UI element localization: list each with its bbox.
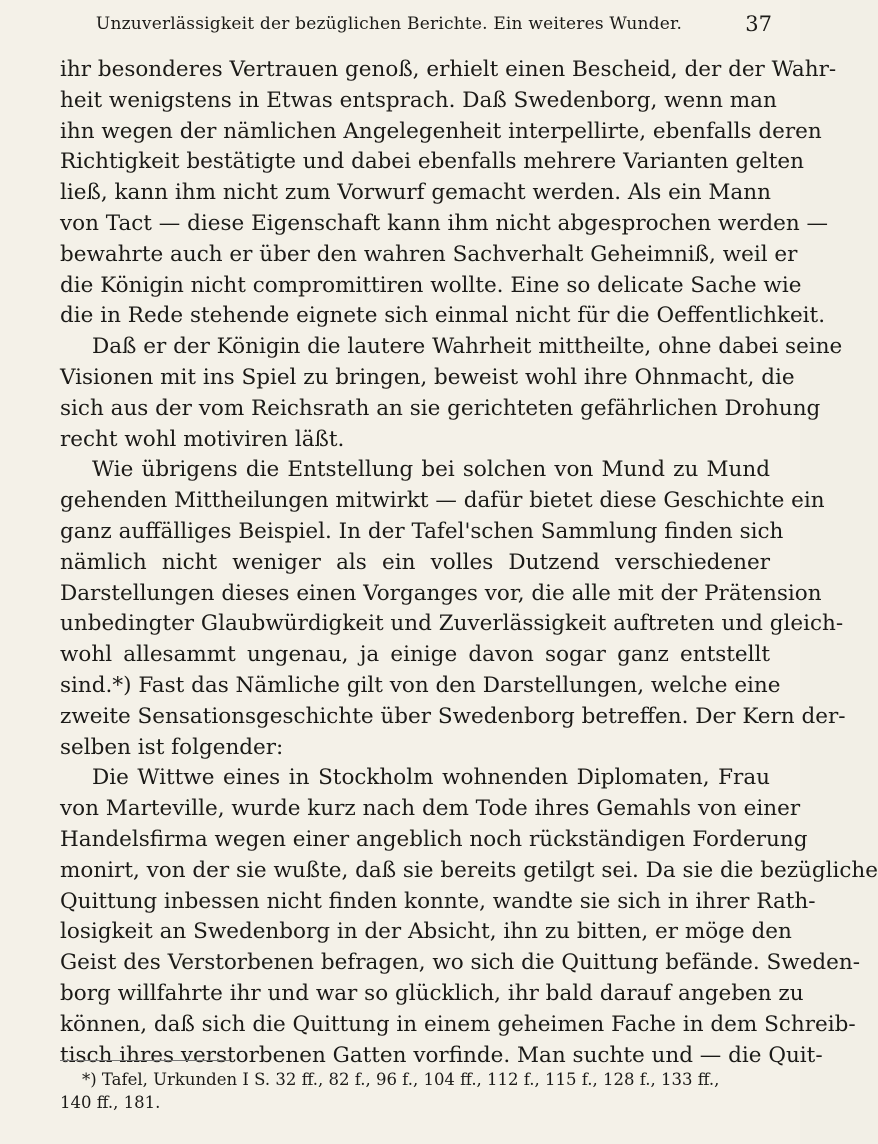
- footnote-line: 140 ff., 181.: [60, 1093, 161, 1112]
- text-line: sich aus der vom Reichsrath an sie gerichteten gefährlichen Drohung: [60, 395, 821, 421]
- paragraph-2: [60, 455, 846, 763]
- text-line: Richtigkeit bestätigte und dabei ebenfalls mehrere Varianten gelten: [60, 149, 804, 175]
- text-line: recht wohl motiviren läßt.: [60, 426, 345, 452]
- text-line: Daß er der Königin die lautere Wahrheit mittheilte, ohne dabei seine: [92, 334, 843, 360]
- text-line: zweite Sensationsgeschichte über Swedenborg betreffen. Der Kern der-: [60, 703, 846, 729]
- text-line: selben ist folgender:: [60, 734, 284, 760]
- text-line: von Marteville, wurde kurz nach dem Tode ihres Gemahls von einer: [60, 796, 801, 822]
- text-line: ganz auffälliges Beispiel. In der Tafel'schen Sammlung finden sich: [60, 518, 784, 544]
- footnote-line: *) Tafel, Urkunden I S. 32 ff., 82 f., 96 f., 104 ff., 112 f., 115 f., 128 f., 133 ff.,: [82, 1070, 720, 1089]
- text-line: unbedingter Glaubwürdigkeit und Zuverlässigkeit auftreten und gleich-: [60, 611, 844, 637]
- text-line: können, daß sich die Quittung in einem geheimen Fache in dem Schreib-: [60, 1011, 856, 1037]
- text-line: losigkeit an Swedenborg in der Absicht, ihn zu bitten, er möge den: [60, 919, 792, 945]
- text-line: ihr besonderes Vertrauen genoß, erhielt einen Bescheid, der der Wahr-: [60, 57, 837, 82]
- text-line: von Tact — diese Eigenschaft kann ihm nicht abgesprochen werden —: [60, 210, 828, 236]
- text-line: ließ, kann ihm nicht zum Vorwurf gemacht werden. Als ein Mann: [60, 180, 771, 206]
- text-line: tisch ihres verstorbenen Gatten vorfinde. Man suchte und — die Quit-: [60, 1042, 823, 1068]
- text-line: Wie übrigens die Entstellung bei solchen von Mund zu Mund: [92, 457, 770, 483]
- text-line: heit wenigstens in Etwas entsprach. Daß Swedenborg, wenn man: [60, 87, 777, 113]
- text-line: borg willfahrte ihr und war so glücklich, ihr bald darauf angeben zu: [60, 980, 804, 1006]
- text-line: die Königin nicht compromittiren wollte. Eine so delicate Sache wie: [60, 272, 802, 298]
- text-line: ihn wegen der nämlichen Angelegenheit interpellirte, ebenfalls deren: [60, 118, 822, 144]
- footnote: [60, 1068, 770, 1114]
- text-line: Quittung inbessen nicht finden konnte, wandte sie sich in ihrer Rath-: [60, 888, 816, 914]
- text-line: Die Wittwe eines in Stockholm wohnenden Diplomaten, Frau: [92, 765, 770, 791]
- text-line: monirt, von der sie wußte, daß sie bereits getilgt sei. Da sie die bezügliche: [60, 857, 878, 883]
- text-line: gehenden Mittheilungen mitwirkt — dafür bietet diese Geschichte ein: [60, 488, 825, 514]
- paragraph-1: [60, 55, 843, 455]
- footnote-divider: [60, 1060, 230, 1061]
- text-line: die in Rede stehende eignete sich einmal nicht für die Oeffentlichkeit.: [60, 303, 826, 329]
- page-number: 37: [745, 12, 772, 36]
- running-title: Unzuverlässigkeit der bezüglichen Berichte. Ein weiteres Wunder.: [95, 14, 683, 34]
- running-header: [66, 14, 772, 42]
- text-line: bewahrte auch er über den wahren Sachverhalt Geheimniß, weil er: [60, 241, 798, 267]
- text-line: Geist des Verstorbenen befragen, wo sich die Quittung befände. Sweden-: [60, 950, 861, 976]
- text-line: Darstellungen dieses einen Vorganges vor, die alle mit der Prätension: [60, 580, 822, 606]
- text-line: Visionen mit ins Spiel zu bringen, beweist wohl ihre Ohnmacht, die: [60, 364, 795, 390]
- paragraph-3: [60, 763, 878, 1071]
- text-line: wohl allesammt ungenau, ja einige davon sogar ganz entstellt: [60, 642, 770, 668]
- body-text: [60, 55, 878, 1071]
- text-line: sind.*) Fast das Nämliche gilt von den Darstellungen, welche eine: [60, 672, 781, 698]
- text-line: nämlich nicht weniger als ein volles Dutzend verschiedener: [60, 549, 770, 575]
- text-line: Handelsfirma wegen einer angeblich noch rückständigen Forderung: [60, 826, 808, 852]
